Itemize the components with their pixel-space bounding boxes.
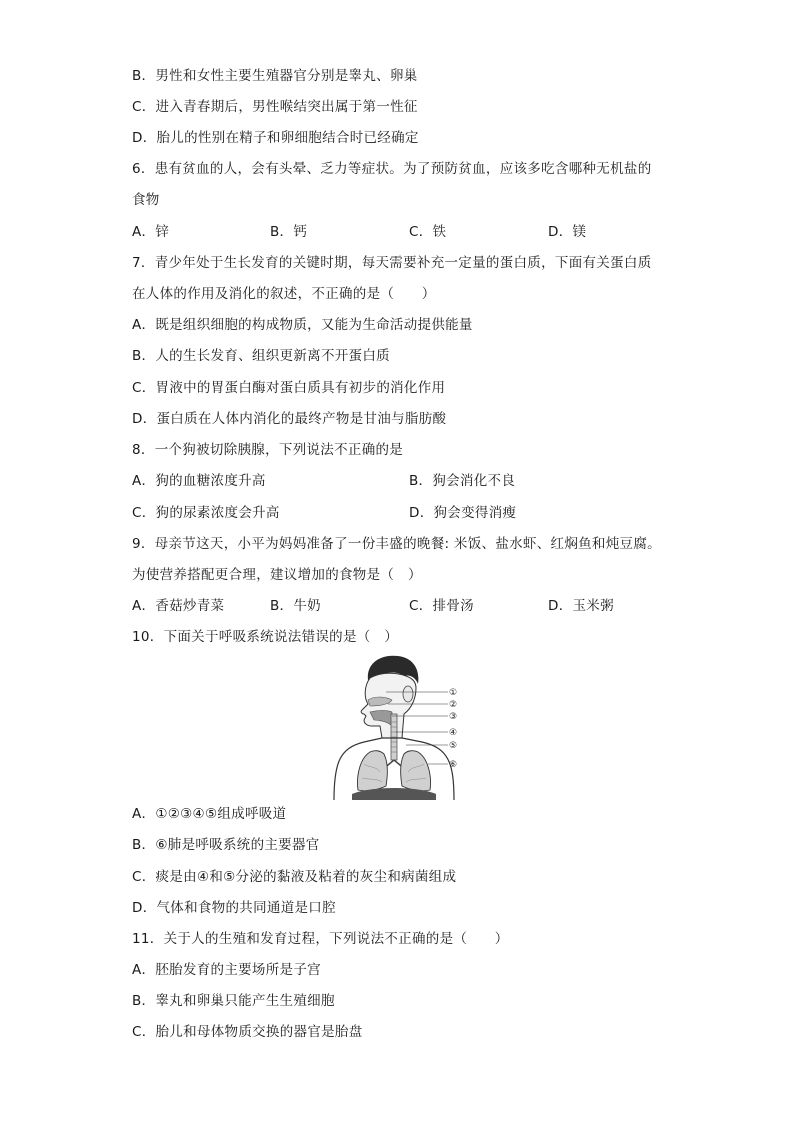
- figure-label-1: ①: [449, 688, 458, 698]
- respiratory-system-figure: [330, 652, 470, 800]
- left-lung: [358, 751, 388, 791]
- q11-option-a: A．胚胎发育的主要场所是子宫: [132, 962, 321, 978]
- ear-shape: [403, 686, 413, 702]
- figure-label-2: ②: [449, 700, 458, 710]
- q11-option-b: B．睾丸和卵巢只能产生生殖细胞: [132, 993, 335, 1009]
- figure-label-5: ⑤: [449, 741, 458, 751]
- q10-option-d: D．气体和食物的共同通道是口腔: [132, 900, 336, 916]
- q9-stem-line2: 为使营养搭配更合理，建议增加的食物是（ ）: [132, 567, 422, 583]
- q10-option-a: A．①②③④⑤组成呼吸道: [132, 806, 287, 822]
- right-lung: [401, 751, 431, 791]
- q5-option-b: B．男性和女性主要生殖器官分别是睾丸、卵巢: [132, 68, 418, 84]
- q10-stem: 10．下面关于呼吸系统说法错误的是（ ）: [132, 629, 399, 645]
- q7-option-d: D．蛋白质在人体内消化的最终产物是甘油与脂肪酸: [132, 411, 447, 427]
- q6-option-d: D．镁: [548, 224, 587, 240]
- q8-stem: 8．一个狗被切除胰腺，下列说法不正确的是: [132, 442, 404, 458]
- q11-option-c: C．胎儿和母体物质交换的器官是胎盘: [132, 1024, 363, 1040]
- q7-stem-line2: 在人体的作用及消化的叙述，不正确的是（ ）: [132, 286, 436, 302]
- q11-stem: 11．关于人的生殖和发育过程，下列说法不正确的是（ ）: [132, 931, 509, 947]
- q6-option-c: C．铁: [409, 224, 447, 240]
- q6-option-a: A．锌: [132, 224, 170, 240]
- q9-stem-line1: 9．母亲节这天，小平为妈妈准备了一份丰盛的晚餐: 米饭、盐水虾、红焖鱼和炖豆腐。: [132, 536, 661, 552]
- head-outline: [361, 673, 416, 738]
- figure-label-6: ⑥: [449, 760, 458, 770]
- q8-option-a: A．狗的血糖浓度升高: [132, 473, 266, 489]
- figure-label-3: ③: [449, 712, 458, 722]
- q9-option-c: C．排骨汤: [409, 598, 474, 614]
- q7-option-a: A．既是组织细胞的构成物质，又能为生命活动提供能量: [132, 317, 473, 333]
- q7-stem-line1: 7．青少年处于生长发育的关键时期，每天需要补充一定量的蛋白质，下面有关蛋白质: [132, 255, 652, 271]
- q7-option-b: B．人的生长发育、组织更新离不开蛋白质: [132, 348, 390, 364]
- q9-option-b: B．牛奶: [270, 598, 321, 614]
- q5-option-c: C．进入青春期后，男性喉结突出属于第一性征: [132, 99, 418, 115]
- q8-option-b: B．狗会消化不良: [409, 473, 516, 489]
- q9-option-d: D．玉米粥: [548, 598, 614, 614]
- q6-stem-line1: 6．患有贫血的人，会有头晕、乏力等症状。为了预防贫血，应该多吃含哪种无机盐的: [132, 161, 652, 177]
- q9-option-a: A．香菇炒青菜: [132, 598, 225, 614]
- q6-stem-line2: 食物: [132, 192, 160, 208]
- q10-option-c: C．痰是由④和⑤分泌的黏液及粘着的灰尘和病菌组成: [132, 869, 457, 885]
- q5-option-d: D．胎儿的性别在精子和卵细胞结合时已经确定: [132, 130, 419, 146]
- q6-option-b: B．钙: [270, 224, 308, 240]
- q8-option-c: C．狗的尿素浓度会升高: [132, 505, 280, 521]
- q10-option-b: B．⑥肺是呼吸系统的主要器官: [132, 837, 320, 853]
- q8-option-d: D．狗会变得消瘦: [409, 505, 517, 521]
- figure-label-4: ④: [449, 728, 458, 738]
- q7-option-c: C．胃液中的胃蛋白酶对蛋白质具有初步的消化作用: [132, 380, 446, 396]
